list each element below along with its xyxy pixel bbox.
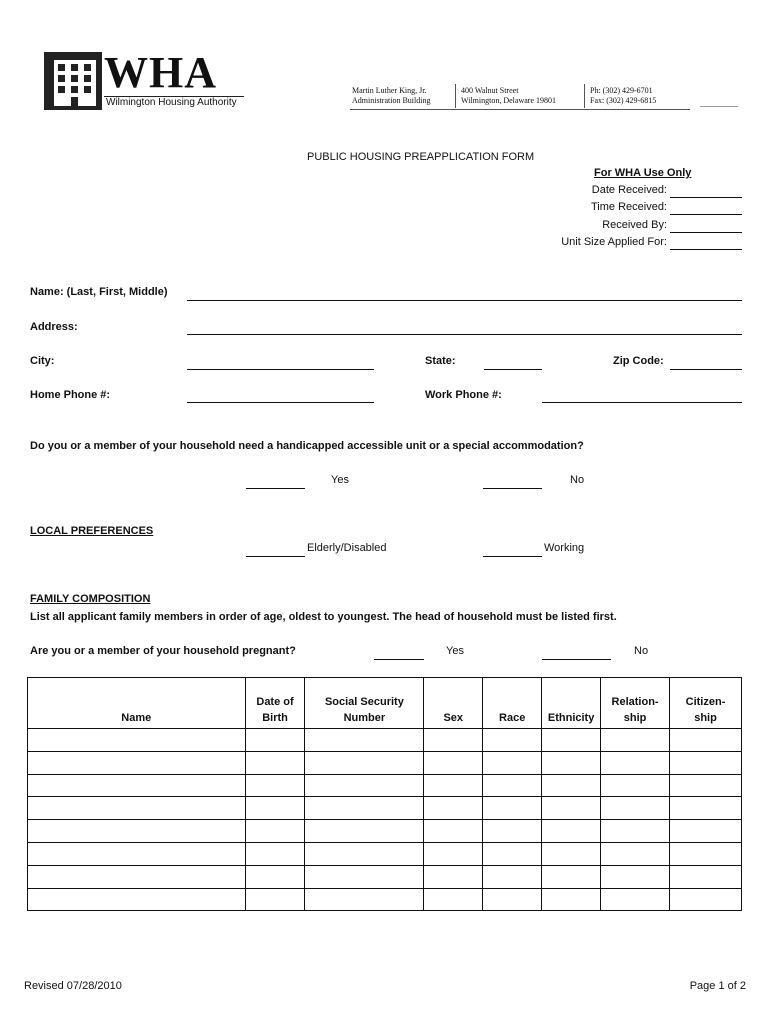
- table-cell[interactable]: [28, 729, 246, 752]
- table-cell[interactable]: [670, 729, 742, 752]
- col-citizenship-header: Citizen- ship: [670, 678, 742, 729]
- work-phone-label: Work Phone #:: [425, 389, 502, 401]
- table-cell[interactable]: [28, 842, 246, 865]
- col-name-header: Name: [28, 678, 246, 729]
- table-cell[interactable]: [245, 751, 305, 774]
- table-cell[interactable]: [483, 865, 542, 888]
- table-cell[interactable]: [483, 751, 542, 774]
- table-cell[interactable]: [245, 888, 305, 911]
- revised-date: Revised 07/28/2010: [24, 980, 122, 992]
- table-cell[interactable]: [542, 888, 601, 911]
- home-phone-label: Home Phone #:: [30, 389, 111, 401]
- table-cell[interactable]: [670, 774, 742, 797]
- table-cell[interactable]: [542, 751, 601, 774]
- local-preferences-heading: LOCAL PREFERENCES: [30, 525, 154, 537]
- table-cell[interactable]: [670, 797, 742, 820]
- family-instruction: List all applicant family members in order of age, oldest to youngest. The head of household must be listed first.: [30, 611, 617, 623]
- header-phone-fax: Ph: (302) 429-6701 Fax: (302) 429-6815: [590, 86, 657, 105]
- col-dob-header: Date of Birth: [245, 678, 305, 729]
- table-row: [28, 751, 742, 774]
- table-row: [28, 888, 742, 911]
- state-field[interactable]: [484, 369, 542, 370]
- city-label: City:: [30, 355, 55, 367]
- table-cell[interactable]: [28, 751, 246, 774]
- table-cell[interactable]: [424, 751, 483, 774]
- table-row: [28, 797, 742, 820]
- table-cell[interactable]: [424, 797, 483, 820]
- table-cell[interactable]: [670, 842, 742, 865]
- header-address-building: Martin Luther King, Jr. Administration Building: [352, 86, 431, 105]
- table-row: [28, 842, 742, 865]
- header-rule-short: [700, 106, 738, 107]
- table-cell[interactable]: [305, 820, 424, 843]
- elderly-disabled-field[interactable]: [246, 556, 305, 557]
- accommodation-question: Do you or a member of your household need a handicapped accessible unit or a special accommodation?: [30, 440, 584, 452]
- table-cell[interactable]: [28, 865, 246, 888]
- col-relationship-header: Relation- ship: [601, 678, 670, 729]
- table-cell[interactable]: [245, 729, 305, 752]
- table-cell[interactable]: [670, 820, 742, 843]
- work-phone-field[interactable]: [542, 402, 742, 403]
- table-cell[interactable]: [28, 888, 246, 911]
- family-composition-heading: FAMILY COMPOSITION: [30, 593, 151, 605]
- form-title: PUBLIC HOUSING PREAPPLICATION FORM: [307, 151, 535, 163]
- table-cell[interactable]: [601, 888, 670, 911]
- wha-unit-size-label: Unit Size Applied For:: [561, 236, 667, 248]
- table-cell[interactable]: [601, 842, 670, 865]
- table-cell[interactable]: [424, 842, 483, 865]
- wha-time-received-label: Time Received:: [590, 201, 667, 213]
- city-field[interactable]: [187, 369, 374, 370]
- table-cell[interactable]: [542, 729, 601, 752]
- table-cell[interactable]: [483, 842, 542, 865]
- table-cell[interactable]: [542, 865, 601, 888]
- page-number: Page 1 of 2: [689, 980, 746, 992]
- accommodation-yes-field[interactable]: [246, 488, 305, 489]
- table-cell[interactable]: [424, 888, 483, 911]
- table-cell[interactable]: [542, 842, 601, 865]
- table-cell[interactable]: [305, 842, 424, 865]
- header-divider: [584, 84, 585, 108]
- table-cell[interactable]: [245, 797, 305, 820]
- table-row: [28, 820, 742, 843]
- table-cell[interactable]: [601, 729, 670, 752]
- table-cell[interactable]: [483, 888, 542, 911]
- table-cell[interactable]: [245, 842, 305, 865]
- pregnant-yes-label: Yes: [446, 645, 464, 657]
- table-cell[interactable]: [305, 729, 424, 752]
- table-cell[interactable]: [483, 774, 542, 797]
- table-cell[interactable]: [601, 774, 670, 797]
- table-cell[interactable]: [483, 729, 542, 752]
- col-sex-header: Sex: [424, 678, 483, 729]
- family-table-header: [28, 678, 742, 729]
- col-ethnicity-header: Ethnicity: [542, 678, 601, 729]
- pregnant-yes-field[interactable]: [374, 659, 424, 660]
- table-cell[interactable]: [245, 820, 305, 843]
- pregnant-no-label: No: [634, 645, 649, 657]
- pregnant-no-field[interactable]: [542, 659, 611, 660]
- wha-date-received-field[interactable]: [670, 197, 742, 198]
- header-address-street: 400 Walnut Street Wilmington, Delaware 19801: [461, 86, 556, 105]
- table-cell[interactable]: [483, 797, 542, 820]
- address-field[interactable]: [187, 334, 742, 335]
- accommodation-yes-label: Yes: [331, 474, 349, 486]
- table-cell[interactable]: [424, 820, 483, 843]
- header-rule: [350, 109, 690, 110]
- wha-unit-size-field[interactable]: [670, 249, 742, 250]
- table-cell[interactable]: [424, 865, 483, 888]
- table-cell[interactable]: [28, 797, 246, 820]
- pregnant-question: Are you or a member of your household pregnant?: [30, 645, 296, 657]
- working-field[interactable]: [483, 556, 542, 557]
- table-cell[interactable]: [601, 820, 670, 843]
- table-cell[interactable]: [670, 751, 742, 774]
- table-row: [28, 729, 742, 752]
- home-phone-field[interactable]: [187, 402, 374, 403]
- wha-date-received-label: Date Received:: [591, 184, 667, 196]
- wha-received-by-label: Received By:: [602, 219, 667, 231]
- table-row: [28, 865, 742, 888]
- table-cell[interactable]: [483, 820, 542, 843]
- table-cell[interactable]: [542, 774, 601, 797]
- table-cell[interactable]: [601, 751, 670, 774]
- table-cell[interactable]: [305, 797, 424, 820]
- accommodation-no-label: No: [570, 474, 585, 486]
- table-cell[interactable]: [305, 865, 424, 888]
- elderly-disabled-label: Elderly/Disabled: [307, 542, 387, 554]
- wha-received-by-field[interactable]: [670, 232, 742, 233]
- table-cell[interactable]: [670, 888, 742, 911]
- working-label: Working: [544, 542, 585, 554]
- name-label: Name: (Last, First, Middle): [30, 286, 168, 298]
- table-cell[interactable]: [28, 820, 246, 843]
- table-cell[interactable]: [424, 729, 483, 752]
- table-cell[interactable]: [245, 774, 305, 797]
- name-field[interactable]: [187, 300, 742, 301]
- col-ssn-header: Social Security Number: [305, 678, 424, 729]
- accommodation-no-field[interactable]: [483, 488, 542, 489]
- table-cell[interactable]: [305, 888, 424, 911]
- header-divider: [455, 84, 456, 108]
- table-cell[interactable]: [670, 865, 742, 888]
- building-icon: [54, 60, 96, 106]
- table-cell[interactable]: [424, 774, 483, 797]
- address-label: Address:: [30, 321, 78, 333]
- table-cell[interactable]: [542, 797, 601, 820]
- table-cell[interactable]: [542, 820, 601, 843]
- logo-text: WHA: [104, 48, 217, 97]
- table-cell[interactable]: [305, 774, 424, 797]
- zip-field[interactable]: [670, 369, 742, 370]
- table-cell[interactable]: [305, 751, 424, 774]
- table-cell[interactable]: [601, 797, 670, 820]
- col-race-header: Race: [483, 678, 542, 729]
- table-cell[interactable]: [245, 865, 305, 888]
- logo-subtitle: Wilmington Housing Authority: [106, 97, 237, 108]
- table-cell[interactable]: [28, 774, 246, 797]
- table-row: [28, 774, 742, 797]
- wha-use-heading: For WHA Use Only: [594, 167, 692, 179]
- state-label: State:: [425, 355, 456, 367]
- wha-time-received-field[interactable]: [670, 214, 742, 215]
- table-cell[interactable]: [601, 865, 670, 888]
- family-table: [27, 677, 742, 911]
- zip-label: Zip Code:: [613, 355, 664, 367]
